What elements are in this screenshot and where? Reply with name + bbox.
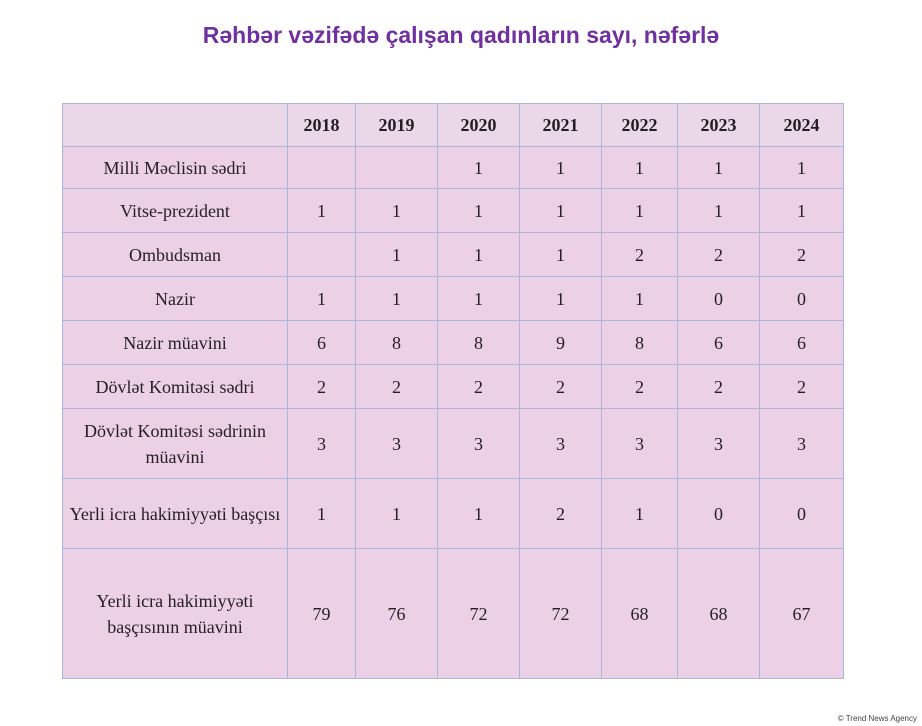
value-cell: 1 — [602, 277, 678, 321]
value-cell: 1 — [602, 189, 678, 233]
header-year-cell: 2021 — [520, 104, 602, 147]
value-cell: 1 — [356, 233, 438, 277]
value-cell: 3 — [356, 409, 438, 479]
value-cell: 1 — [602, 479, 678, 549]
table-row — [63, 233, 844, 277]
value-cell: 1 — [438, 479, 520, 549]
table-row — [63, 277, 844, 321]
header-year-cell: 2020 — [438, 104, 520, 147]
value-cell: 72 — [438, 549, 520, 679]
value-cell: 2 — [678, 233, 760, 277]
table-header — [63, 104, 844, 147]
value-cell: 3 — [438, 409, 520, 479]
chart-title: Rəhbər vəzifədə çalışan qadınların sayı, nəfərlə — [202, 22, 720, 48]
value-cell: 8 — [438, 321, 520, 365]
value-cell: 6 — [760, 321, 844, 365]
value-cell: 1 — [760, 189, 844, 233]
value-cell: 68 — [678, 549, 760, 679]
row-label: Dövlət Komitəsi sədri — [63, 365, 288, 409]
credit-text: © Trend News Agency — [837, 714, 917, 723]
value-cell: 1 — [356, 277, 438, 321]
value-cell: 1 — [438, 189, 520, 233]
value-cell: 0 — [678, 277, 760, 321]
row-label: Vitse-prezident — [63, 189, 288, 233]
header-row — [63, 104, 844, 147]
table-row — [63, 321, 844, 365]
value-cell: 1 — [438, 277, 520, 321]
header-year-cell: 2019 — [356, 104, 438, 147]
table-row — [63, 189, 844, 233]
value-cell: 1 — [678, 189, 760, 233]
row-label: Nazir — [63, 277, 288, 321]
value-cell: 8 — [602, 321, 678, 365]
value-cell: 0 — [760, 277, 844, 321]
value-cell: 1 — [288, 189, 356, 233]
table-row — [63, 549, 844, 679]
header-year-cell: 2023 — [678, 104, 760, 147]
value-cell — [356, 147, 438, 189]
header-corner-cell — [63, 104, 288, 147]
value-cell — [288, 233, 356, 277]
row-label: Ombudsman — [63, 233, 288, 277]
value-cell: 1 — [288, 277, 356, 321]
value-cell: 1 — [520, 147, 602, 189]
table-row — [63, 147, 844, 189]
value-cell: 72 — [520, 549, 602, 679]
value-cell: 2 — [602, 233, 678, 277]
value-cell: 1 — [356, 479, 438, 549]
value-cell: 67 — [760, 549, 844, 679]
header-year-cell: 2022 — [602, 104, 678, 147]
row-label: Milli Məclisin sədri — [63, 147, 288, 189]
row-label: Yerli icra hakimiyyəti başçısının müavini — [63, 549, 288, 679]
value-cell: 1 — [760, 147, 844, 189]
data-table — [62, 103, 844, 679]
value-cell: 3 — [678, 409, 760, 479]
value-cell: 2 — [520, 365, 602, 409]
value-cell: 2 — [602, 365, 678, 409]
value-cell: 6 — [288, 321, 356, 365]
value-cell: 1 — [520, 233, 602, 277]
value-cell: 8 — [356, 321, 438, 365]
value-cell: 1 — [356, 189, 438, 233]
header-year-cell: 2018 — [288, 104, 356, 147]
value-cell — [288, 147, 356, 189]
table-row — [63, 409, 844, 479]
value-cell: 1 — [602, 147, 678, 189]
row-label: Dövlət Komitəsi sədrinin müavini — [63, 409, 288, 479]
value-cell: 79 — [288, 549, 356, 679]
table-row — [63, 365, 844, 409]
value-cell: 2 — [520, 479, 602, 549]
value-cell: 1 — [678, 147, 760, 189]
value-cell: 3 — [520, 409, 602, 479]
value-cell: 0 — [760, 479, 844, 549]
value-cell: 3 — [602, 409, 678, 479]
value-cell: 1 — [438, 233, 520, 277]
value-cell: 1 — [520, 277, 602, 321]
value-cell: 9 — [520, 321, 602, 365]
row-label: Yerli icra hakimiyyəti başçısı — [63, 479, 288, 549]
value-cell: 1 — [288, 479, 356, 549]
value-cell: 2 — [288, 365, 356, 409]
value-cell: 3 — [760, 409, 844, 479]
value-cell: 0 — [678, 479, 760, 549]
table-body — [63, 147, 844, 679]
value-cell: 68 — [602, 549, 678, 679]
header-year-cell: 2024 — [760, 104, 844, 147]
row-label: Nazir müavini — [63, 321, 288, 365]
value-cell: 2 — [356, 365, 438, 409]
value-cell: 1 — [520, 189, 602, 233]
value-cell: 76 — [356, 549, 438, 679]
table-row — [63, 479, 844, 549]
value-cell: 2 — [438, 365, 520, 409]
value-cell: 2 — [760, 365, 844, 409]
value-cell: 6 — [678, 321, 760, 365]
value-cell: 2 — [760, 233, 844, 277]
value-cell: 1 — [438, 147, 520, 189]
value-cell: 3 — [288, 409, 356, 479]
value-cell: 2 — [678, 365, 760, 409]
